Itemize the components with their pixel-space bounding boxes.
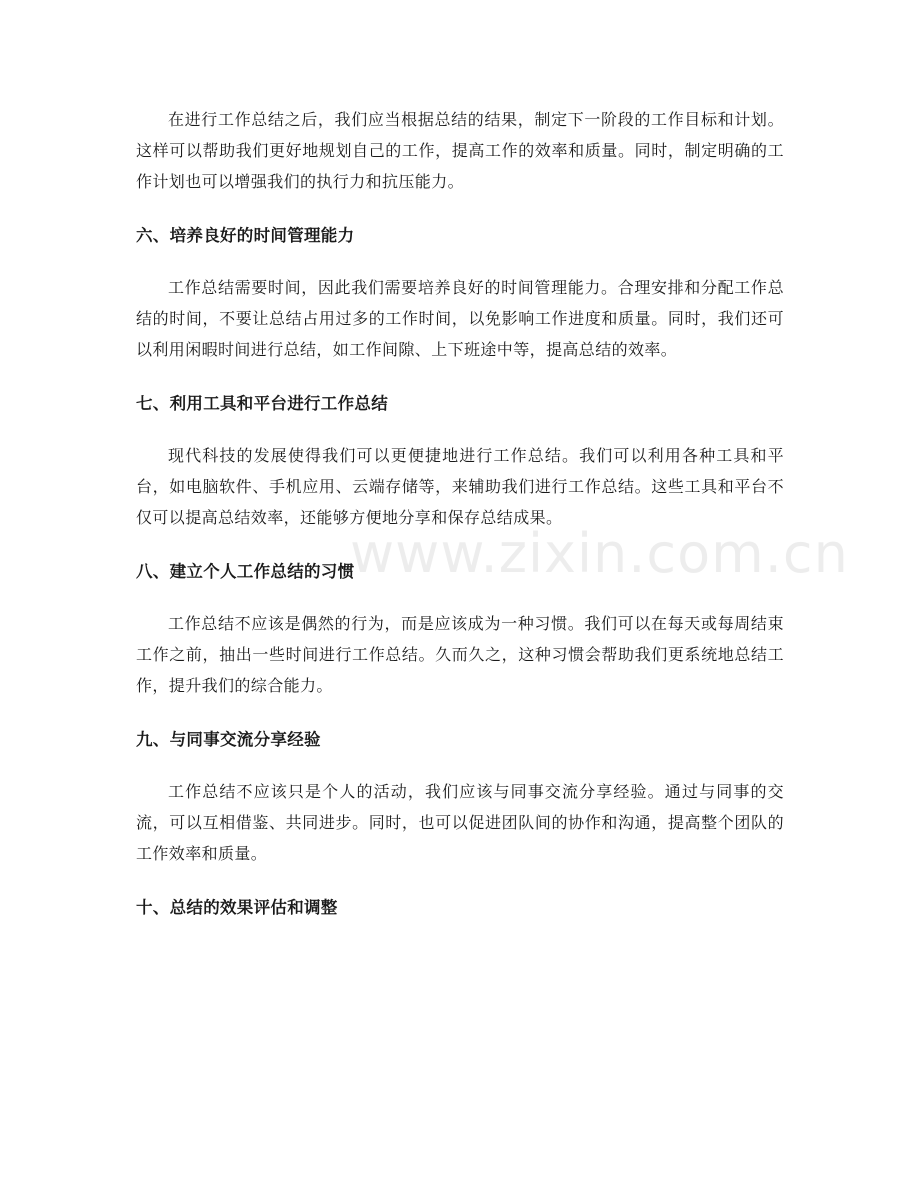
heading-section-8: 八、建立个人工作总结的习惯 xyxy=(136,562,355,581)
paragraph-section-8: 工作总结不应该是偶然的行为，而是应该成为一种习惯。我们可以在每天或每周结束工作之前，抽出一些时间进行工作总结。久而久之，这种习惯会帮助我们更系统地总结工作，提升我们的综合能力。 xyxy=(136,614,784,695)
watermark: www.zixin.com.cn xyxy=(350,522,849,585)
heading-section-9: 九、与同事交流分享经验 xyxy=(136,730,321,749)
heading-section-10: 十、总结的效果评估和调整 xyxy=(136,898,338,917)
paragraph-intro: 在进行工作总结之后，我们应当根据总结的结果，制定下一阶段的工作目标和计划。这样可以帮助我们更好地规划自己的工作，提高工作的效率和质量。同时，制定明确的工作计划也可以增强我们的执行力和抗压能力。 xyxy=(136,110,784,191)
paragraph-section-7: 现代科技的发展使得我们可以更便捷地进行工作总结。我们可以利用各种工具和平台，如电脑软件、手机应用、云端存储等，来辅助我们进行工作总结。这些工具和平台不仅可以提高总结效率，还能够方便地分享和保存总结成果。 xyxy=(136,446,784,527)
heading-section-6: 六、培养良好的时间管理能力 xyxy=(136,226,355,245)
document-body xyxy=(136,104,784,944)
paragraph-section-6: 工作总结需要时间，因此我们需要培养良好的时间管理能力。合理安排和分配工作总结的时间，不要让总结占用过多的工作时间，以免影响工作进度和质量。同时，我们还可以利用闲暇时间进行总结，如工作间隙、上下班途中等，提高总结的效率。 xyxy=(136,278,784,359)
paragraph-section-9: 工作总结不应该只是个人的活动，我们应该与同事交流分享经验。通过与同事的交流，可以互相借鉴、共同进步。同时，也可以促进团队间的协作和沟通，提高整个团队的工作效率和质量。 xyxy=(136,782,784,863)
heading-section-7: 七、利用工具和平台进行工作总结 xyxy=(136,394,388,413)
